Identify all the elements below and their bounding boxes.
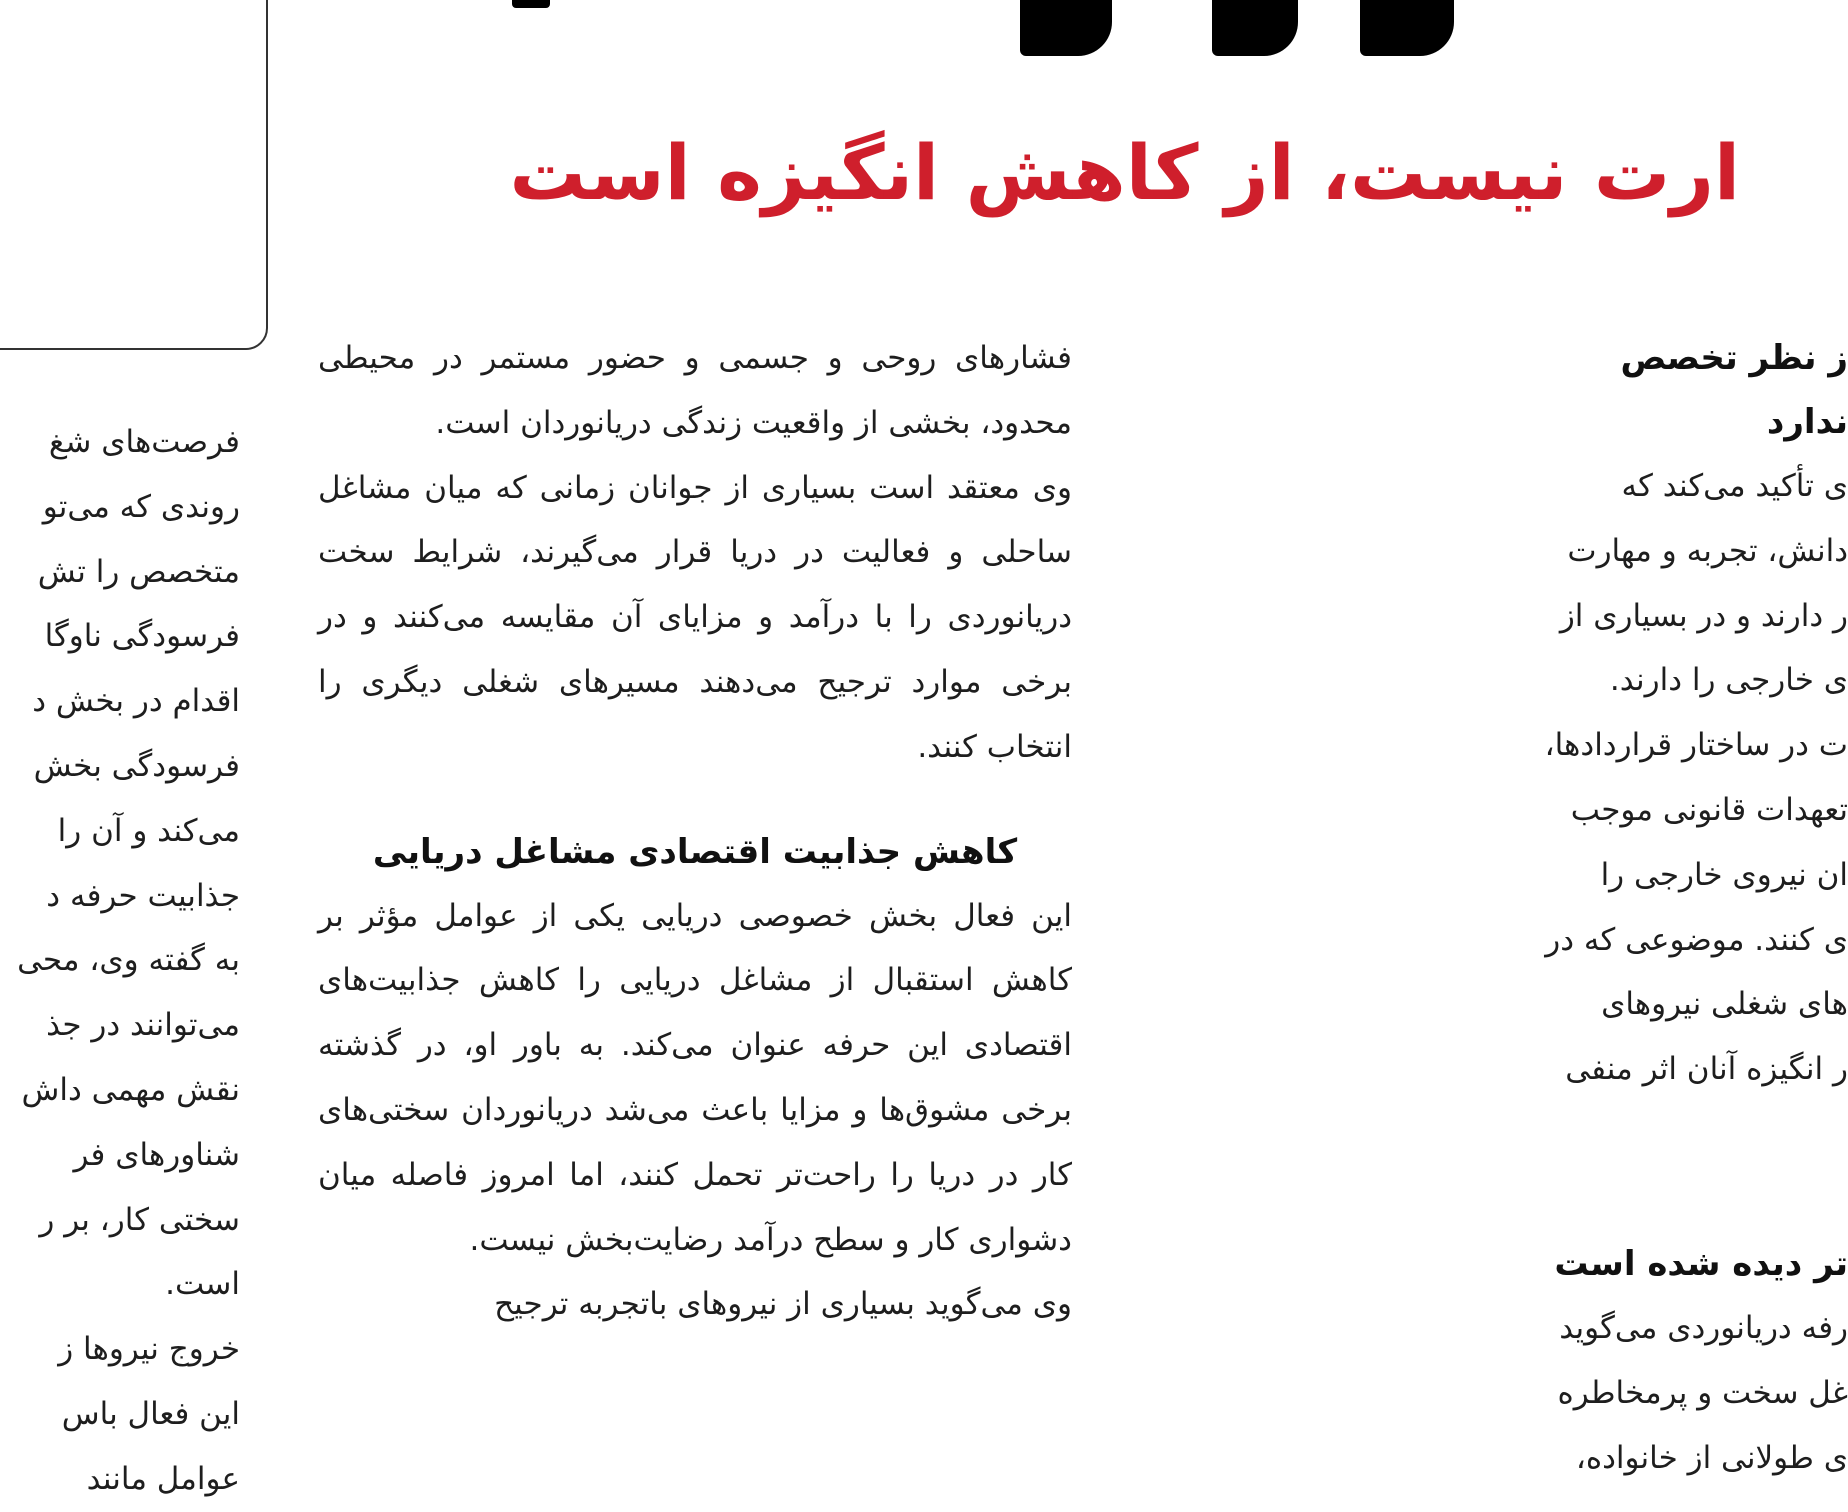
headline-glyph-3 bbox=[1360, 0, 1454, 56]
text-line: فرسودگی بخش bbox=[33, 747, 240, 784]
section-heading: تر دیده شده است bbox=[1554, 1243, 1848, 1284]
section-heading: کاهش جذابیت اقتصادی مشاغل دریایی bbox=[372, 831, 1018, 872]
section-heading: ز نظر تخصص bbox=[1620, 338, 1848, 378]
text-line: فرسودگی ناوگا bbox=[44, 618, 240, 655]
text-line: عوامل مانند bbox=[86, 1460, 240, 1497]
text-line: ی تأکید می‌کند که bbox=[1621, 468, 1848, 504]
text-line: ی طولانی از خانواده، bbox=[1575, 1439, 1848, 1476]
paragraph: فشارهای روحی و جسمی و حضور مستمر در محیطی محدود، بخشی از واقعیت زندگی دریانوردان است. bbox=[318, 340, 1072, 441]
left-column bbox=[0, 410, 240, 1497]
paragraph: این فعال بخش خصوصی دریایی یکی از عوامل مؤثر بر کاهش استقبال از مشاغل دریایی را کاهش جذابیت‌های اقتصادی این حرفه عنوان می‌کند. به باور او، در گذشته برخی مشوق‌ها و مزایا باعث می‌شد دریانوردان سختی‌های کار در دریا را راحت‌تر تحمل کنند، اما امروز فاصله میان دشواری کار و سطح درآمد رضایت‌بخش نیست. bbox=[318, 897, 1072, 1258]
text-line: می‌توانند در جذ bbox=[46, 1007, 240, 1044]
text-line: می‌کند و آن را bbox=[57, 812, 240, 849]
text-line: اقدام در بخش د bbox=[32, 683, 240, 720]
text-line: تعهدات قانونی موجب bbox=[1570, 791, 1848, 828]
text-line: جذابیت حرفه د bbox=[46, 877, 240, 914]
text-line: فرصت‌های شغ bbox=[48, 424, 240, 460]
headline-glyph-1 bbox=[1020, 0, 1112, 56]
text-line: ر انگیزه آنان اثر منفی bbox=[1565, 1051, 1848, 1088]
text-line: رفه دریانوردی می‌گوید bbox=[1559, 1309, 1848, 1346]
text-line: ت در ساختار قراردادها، bbox=[1544, 727, 1848, 764]
middle-column bbox=[318, 326, 1072, 1471]
text-line: است. bbox=[165, 1266, 240, 1303]
text-line: ر دارند و در بسیاری از bbox=[1559, 597, 1848, 634]
text-line: نقش مهمی داش bbox=[21, 1071, 240, 1108]
headline-glyph-2 bbox=[1212, 0, 1298, 56]
text-line: سختی کار، بر ر bbox=[39, 1201, 240, 1238]
text-line: متخصص را تش bbox=[37, 553, 240, 590]
paragraph: وی می‌گوید بسیاری از نیروهای باتجربه ترجیح bbox=[494, 1286, 1072, 1323]
paragraph: وی معتقد است بسیاری از جوانان زمانی که میان مشاغل ساحلی و فعالیت در دریا قرار می‌گیرند، شرایط سخت دریانوردی را با درآمد و مزایای آن مقایسه می‌کنند و در برخی موارد ترجیح می‌دهند مسیرهای شغلی دیگری را انتخاب کنند. bbox=[318, 469, 1072, 765]
text-line: ان نیروی خارجی را bbox=[1600, 856, 1848, 893]
text-line: ی خارجی را دارند. bbox=[1609, 662, 1848, 699]
text-line: شناورهای فر bbox=[73, 1136, 240, 1173]
section-heading: ندارد bbox=[1766, 402, 1848, 442]
text-line: روندی که می‌تو bbox=[42, 488, 240, 525]
right-column bbox=[1148, 326, 1848, 1476]
text-line: غل سخت و پرمخاطره bbox=[1557, 1374, 1848, 1411]
red-subheadline: ارت نیست، از کاهش انگیزه است bbox=[509, 128, 1740, 217]
text-line: دانش، تجربه و مهارت bbox=[1567, 532, 1848, 569]
text-line: های شغلی نیروهای bbox=[1601, 986, 1848, 1023]
text-line: به گفته وی، محی bbox=[17, 942, 240, 979]
text-line: این فعال باس bbox=[61, 1395, 240, 1432]
headline-glyph-dot bbox=[512, 0, 550, 8]
text-line: خروج نیروها ز bbox=[58, 1331, 240, 1368]
text-line: ی کنند. موضوعی که در bbox=[1545, 921, 1848, 958]
boxed-panel bbox=[0, 0, 268, 350]
